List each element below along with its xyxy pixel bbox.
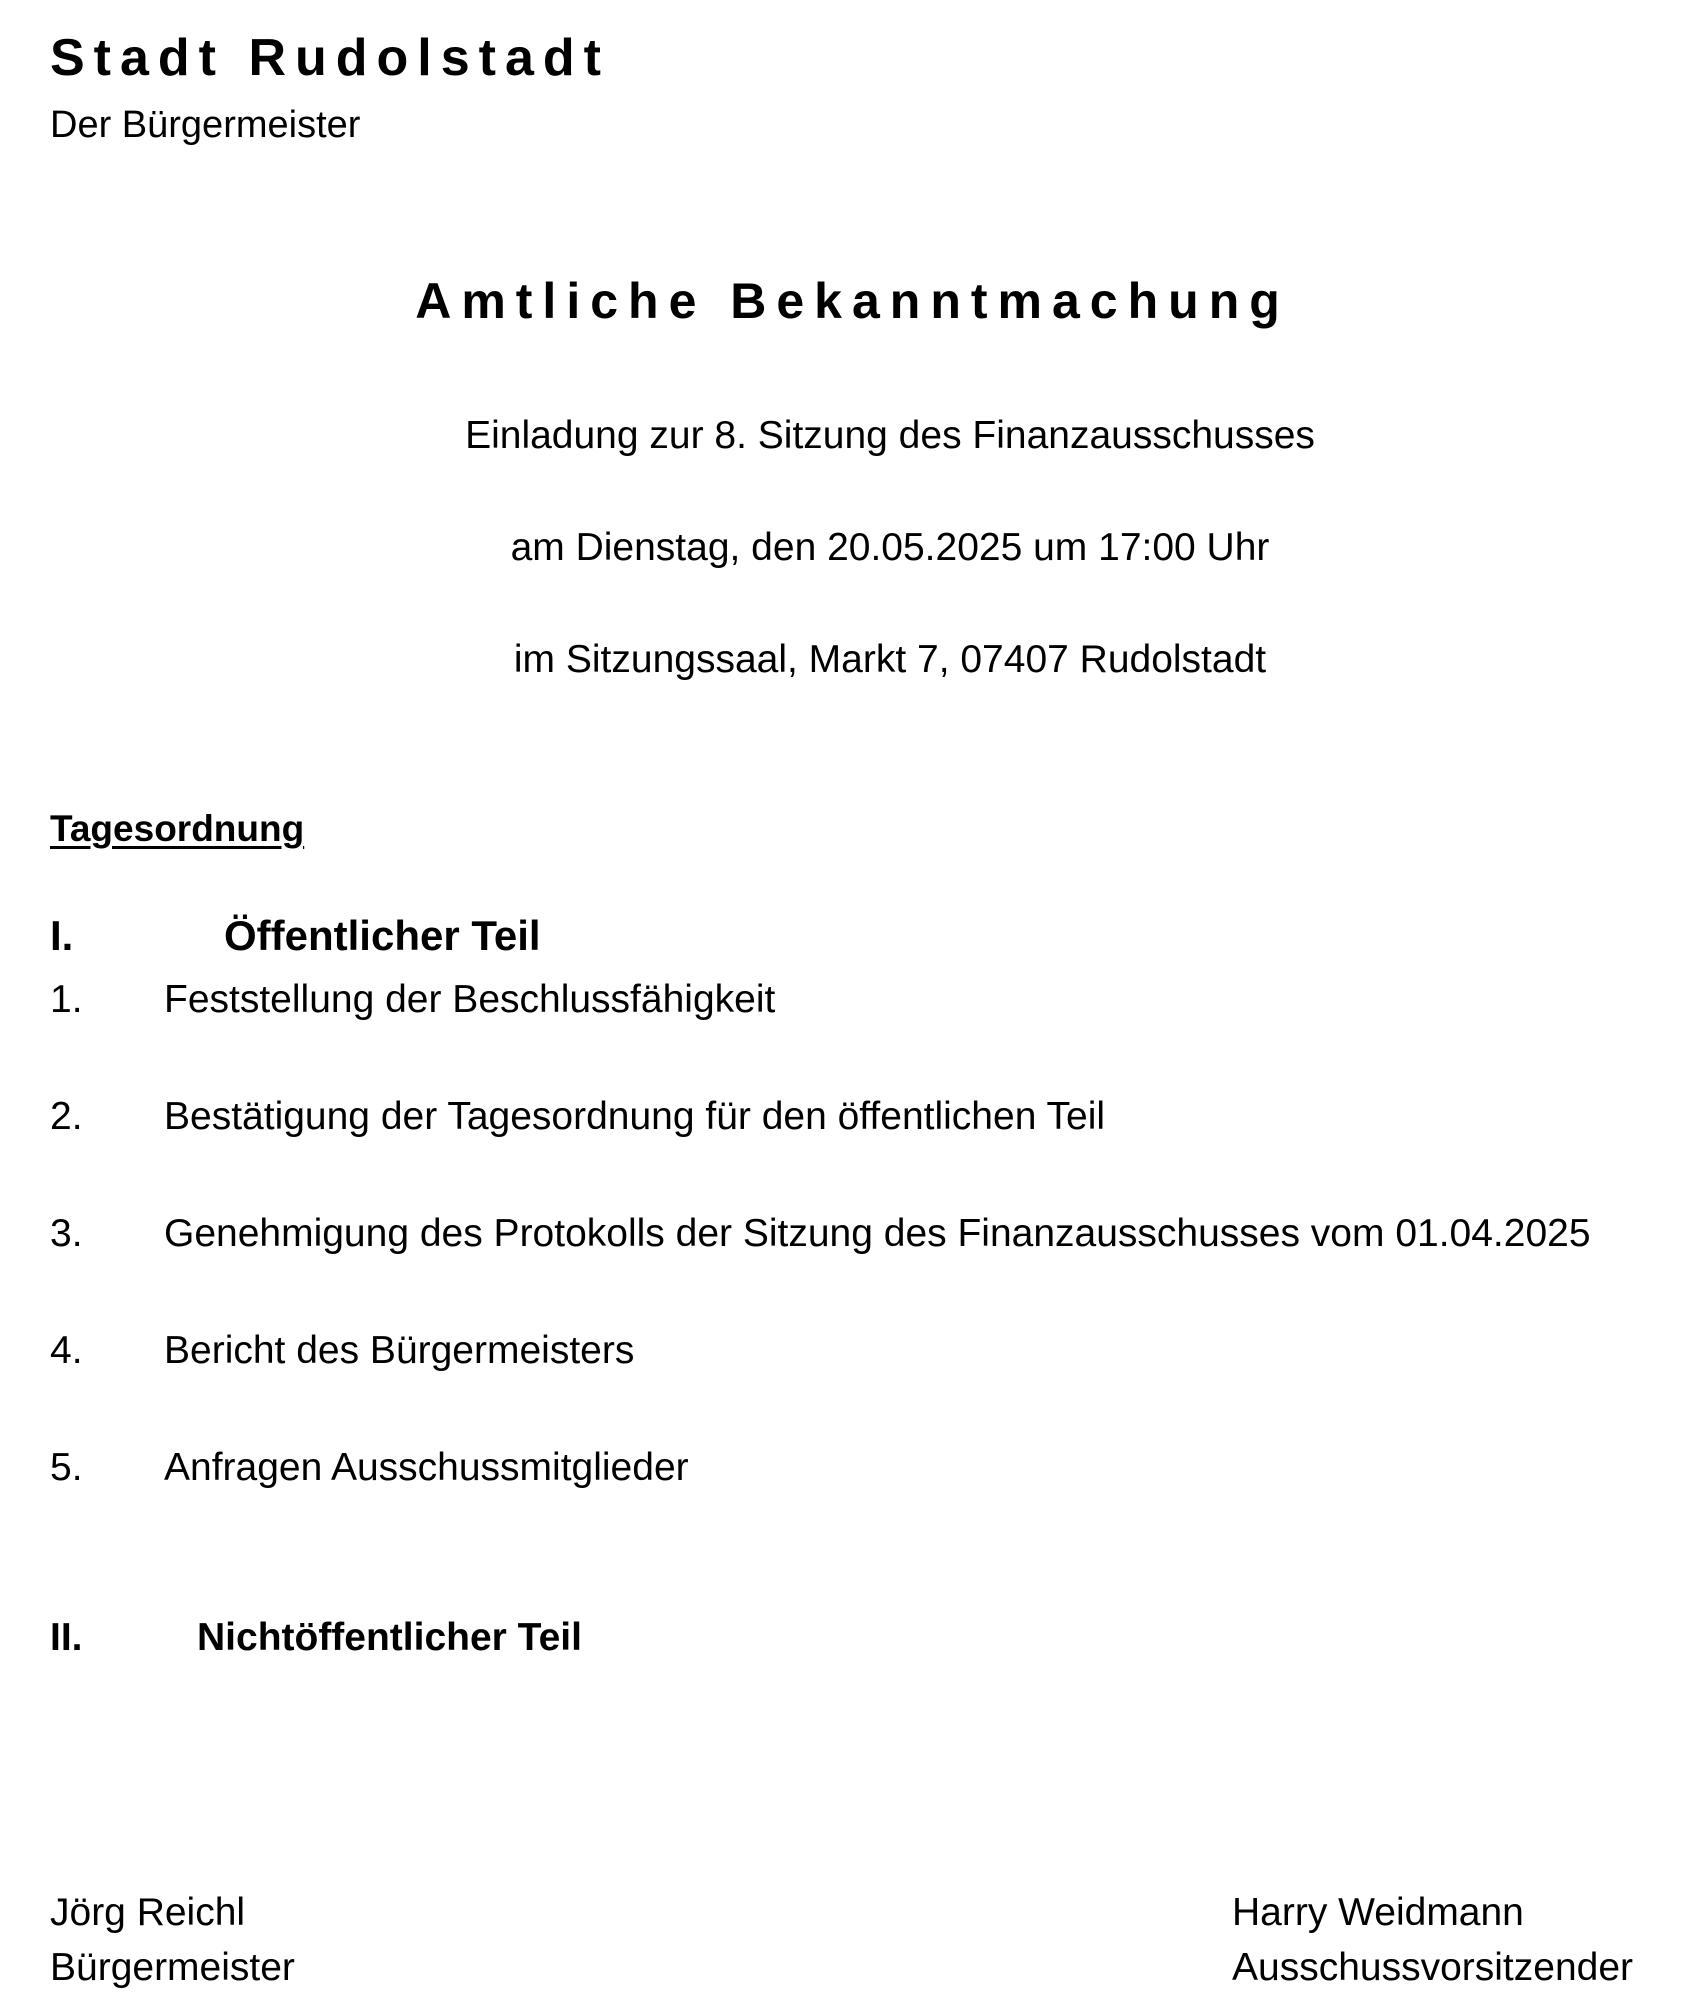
item-text: Anfragen Ausschussmitglieder [164,1446,689,1489]
item-number: 1. [50,978,83,1021]
item-text: Bericht des Bürgermeisters [164,1329,635,1372]
signatory-role: Ausschussvorsitzender [1232,1946,1634,1989]
item-number: 2. [50,1095,83,1138]
section-title: Nichtöffentlicher Teil [197,1616,582,1659]
item-number: 3. [50,1212,83,1255]
notice-title: Amtliche Bekanntmachung [415,273,1290,329]
item-text: Bestätigung der Tagesordnung für den öffentlichen Teil [164,1095,1106,1138]
agenda-heading: Tagesordnung [50,808,305,849]
signatory-name: Jörg Reichl [50,1891,246,1934]
date-line: am Dienstag, den 20.05.2025 um 17:00 Uhr [510,526,1270,569]
section-number: II. [50,1616,83,1659]
section-title: Öffentlicher Teil [224,912,541,959]
department-name: Der Bürgermeister [50,104,361,146]
item-text: Feststellung der Beschlussfähigkeit [164,978,776,1021]
item-number: 4. [50,1329,83,1372]
organization-name: Stadt Rudolstadt [50,29,610,87]
location-line: im Sitzungssaal, Markt 7, 07407 Rudolstadt [513,638,1267,681]
item-text: Genehmigung des Protokolls der Sitzung des Finanzausschusses vom 01.04.2025 [164,1212,1591,1255]
section-number: I. [50,912,74,959]
item-number: 5. [50,1446,83,1489]
signatory-name: Harry Weidmann [1232,1891,1524,1934]
invitation-line: Einladung zur 8. Sitzung des Finanzausschusses [465,414,1315,457]
signatory-role: Bürgermeister [50,1946,295,1989]
